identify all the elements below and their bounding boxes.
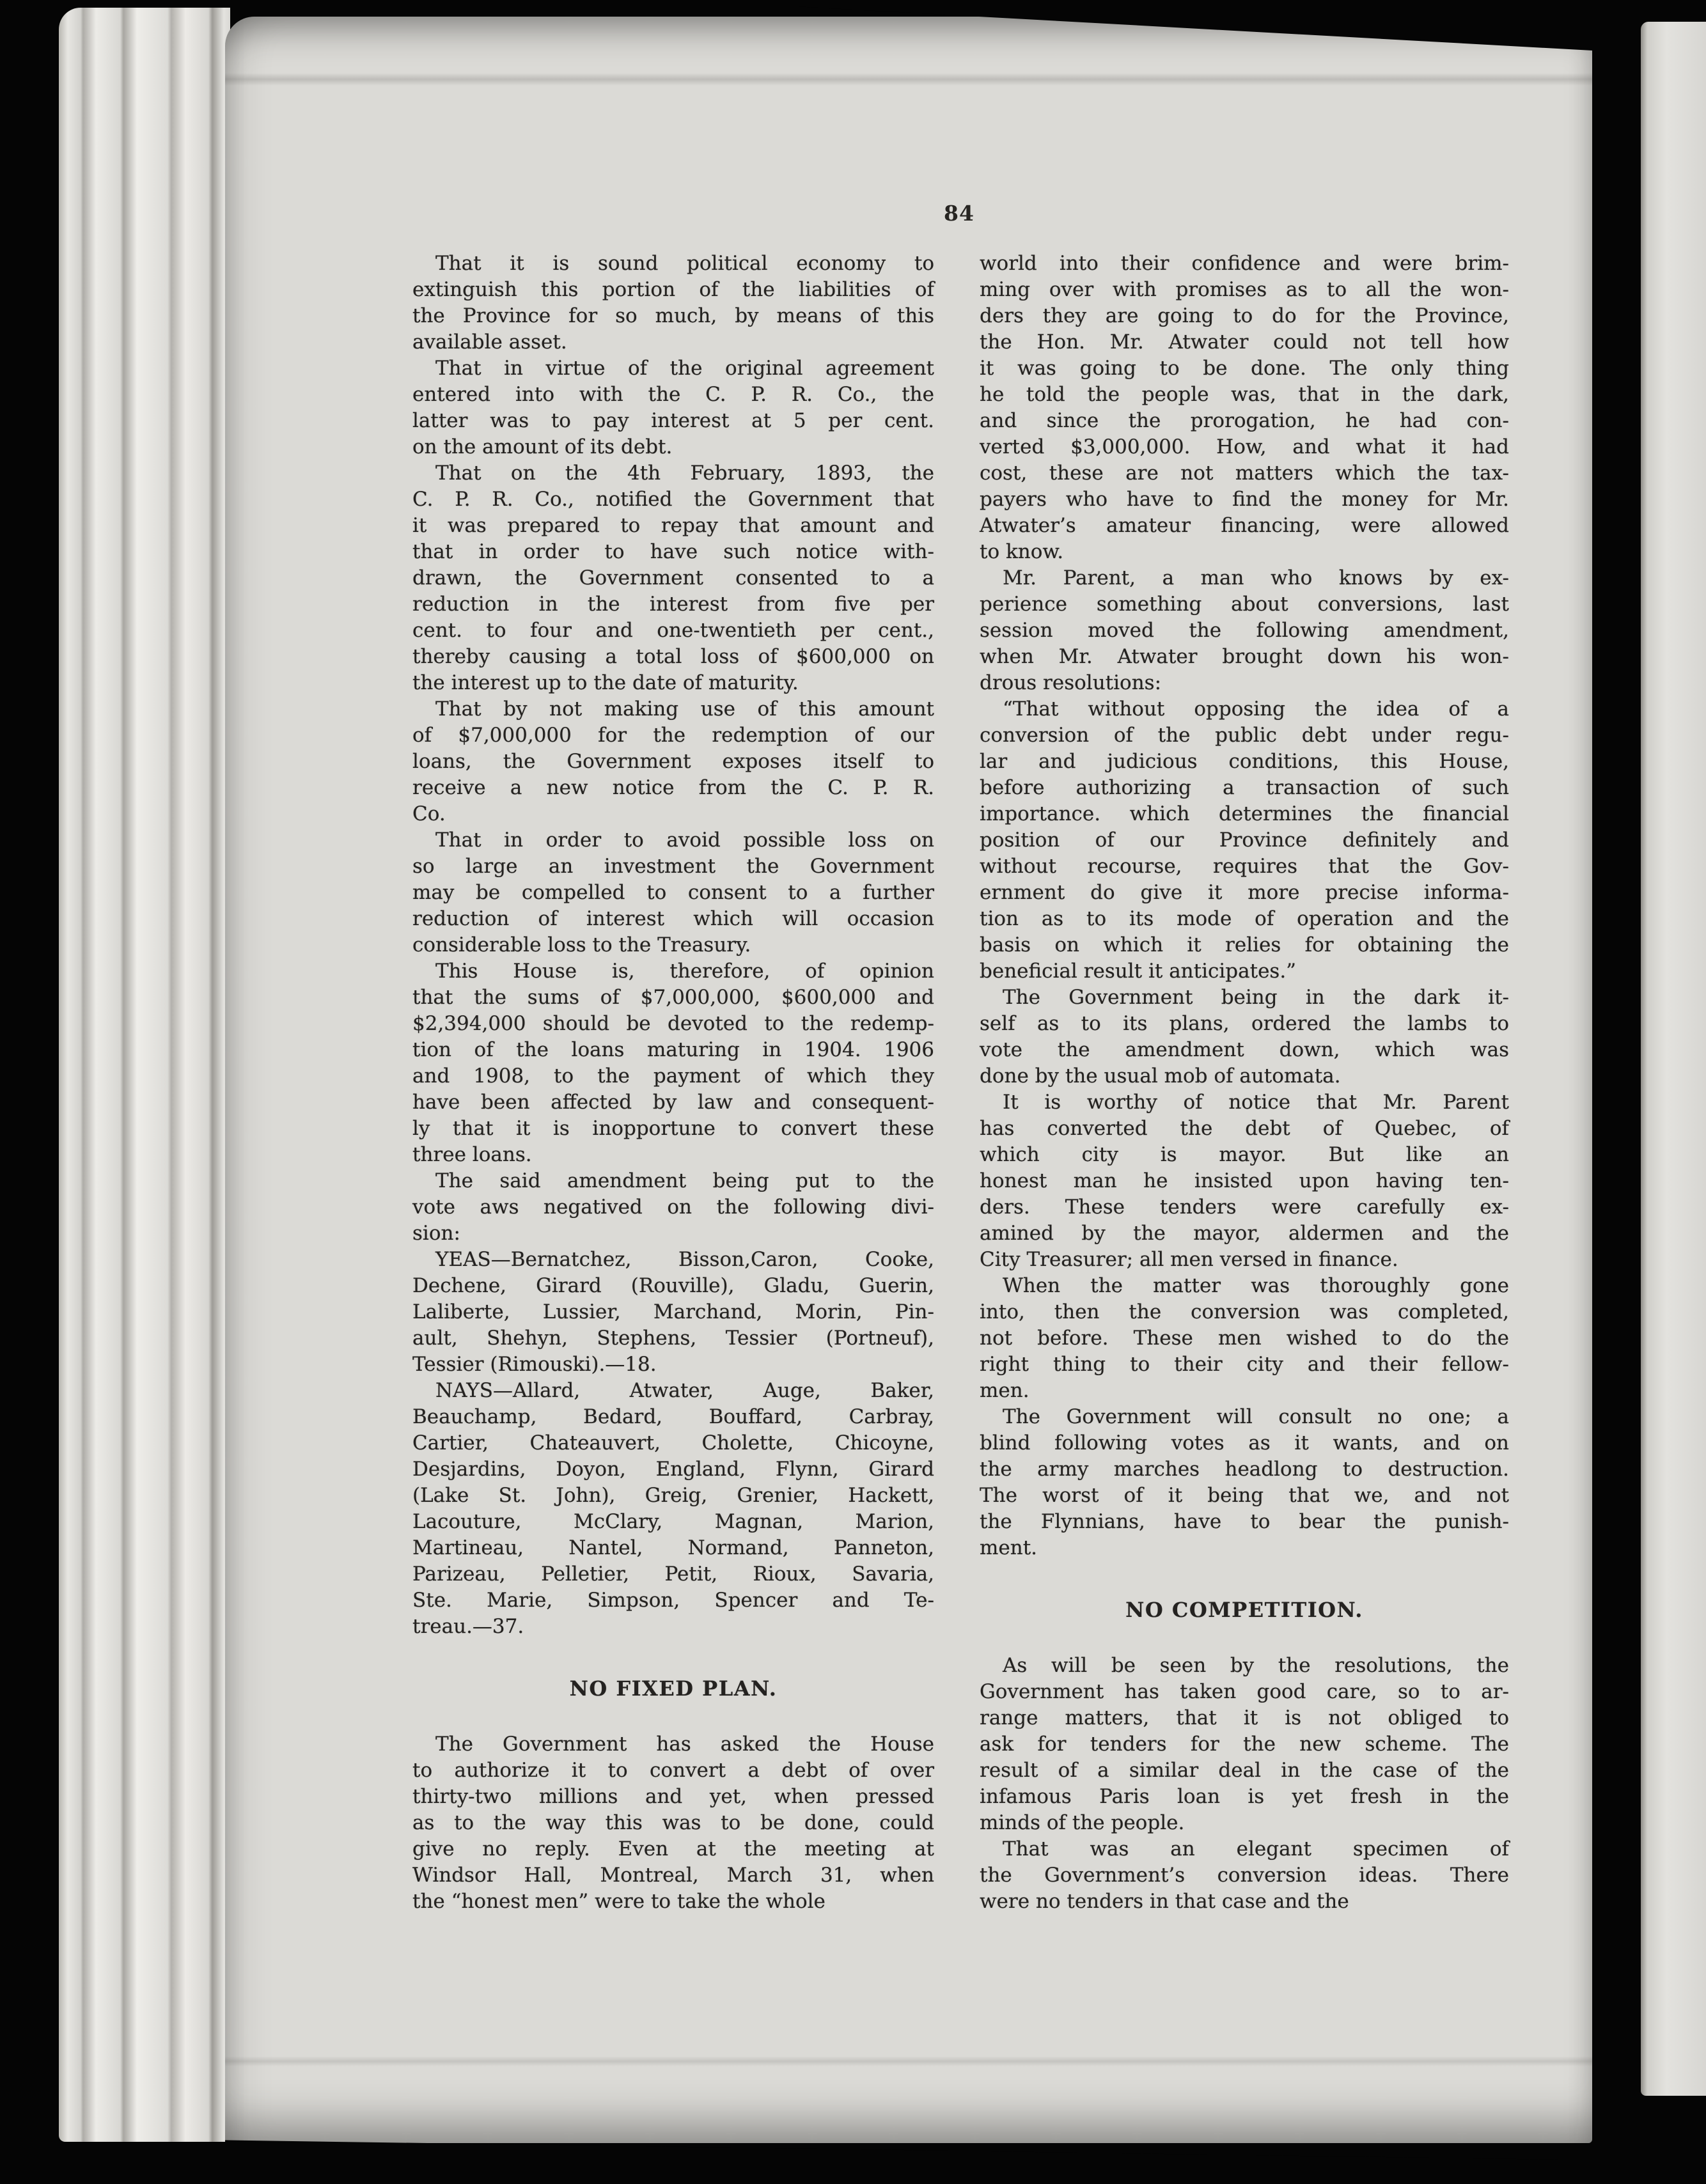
paragraph bbox=[412, 355, 934, 460]
text-line: receive a new notice from the C. P. R. bbox=[412, 776, 934, 799]
text-line: world into their confidence and were brim- bbox=[980, 252, 1509, 275]
text-line: Ste. Marie, Simpson, Spencer and Te- bbox=[412, 1589, 934, 1612]
text-line: honest man he insisted upon having ten- bbox=[980, 1169, 1509, 1192]
text-line: vote the amendment down, which was bbox=[980, 1038, 1509, 1061]
text-line: that the sums of $7,000,000, $600,000 and bbox=[412, 986, 934, 1009]
text-line: reduction in the interest from five per bbox=[412, 593, 934, 616]
text-line: vote aws negatived on the following divi- bbox=[412, 1196, 934, 1219]
right-text-column bbox=[980, 251, 1509, 1915]
text-line: That on the 4th February, 1893, the bbox=[435, 462, 934, 485]
text-line: $2,394,000 should be devoted to the redemp- bbox=[412, 1012, 934, 1035]
text-line: That in order to avoid possible loss on bbox=[435, 829, 934, 852]
section-heading: NO FIXED PLAN. bbox=[569, 1676, 778, 1701]
text-line: ment. bbox=[980, 1536, 1038, 1559]
text-line: range matters, that it is not obliged to bbox=[980, 1706, 1509, 1729]
text-line: as to the way this was to be done, could bbox=[412, 1811, 934, 1834]
text-line: “That without opposing the idea of a bbox=[1003, 698, 1509, 721]
paragraph bbox=[412, 1378, 934, 1640]
text-line: That it is sound political economy to bbox=[435, 252, 934, 275]
text-line: he told the people was, that in the dark, bbox=[980, 383, 1509, 406]
text-line: beneficial result it anticipates.” bbox=[980, 960, 1297, 983]
text-line: when Mr. Atwater brought down his won- bbox=[980, 645, 1509, 668]
text-line: tion of the loans maturing in 1904. 1906 bbox=[412, 1038, 934, 1061]
text-line: entered into with the C. P. R. Co., the bbox=[412, 383, 934, 406]
text-line: ask for tenders for the new scheme. The bbox=[980, 1733, 1509, 1756]
text-line: YEAS—Bernatchez, Bisson,Caron, Cooke, bbox=[435, 1248, 934, 1271]
text-line: the Government’s conversion ideas. There bbox=[980, 1864, 1509, 1887]
text-line: it was prepared to repay that amount and bbox=[412, 514, 934, 537]
text-line: to know. bbox=[980, 540, 1064, 563]
text-line: The worst of it being that we, and not bbox=[980, 1484, 1509, 1507]
text-line: ders. These tenders were carefully ex- bbox=[980, 1196, 1509, 1219]
text-line: and since the prorogation, he had con- bbox=[980, 409, 1509, 432]
text-line: have been affected by law and consequent- bbox=[412, 1091, 934, 1114]
text-line: infamous Paris loan is yet fresh in the bbox=[980, 1785, 1509, 1808]
paragraph bbox=[980, 565, 1509, 696]
text-line: result of a similar deal in the case of the bbox=[980, 1759, 1509, 1782]
text-line: session moved the following amendment, bbox=[980, 619, 1509, 642]
text-line: cent. to four and one-twentieth per cent., bbox=[412, 619, 934, 642]
text-line: cost, these are not matters which the tax- bbox=[980, 462, 1509, 485]
text-line: (Lake St. John), Greig, Grenier, Hackett, bbox=[412, 1484, 934, 1507]
text-line: Laliberte, Lussier, Marchand, Morin, Pin- bbox=[412, 1300, 934, 1323]
left-text-column bbox=[412, 251, 934, 1915]
text-line: ming over with promises as to all the won- bbox=[980, 278, 1509, 301]
text-line: drawn, the Government consented to a bbox=[412, 566, 934, 589]
paragraph bbox=[412, 1731, 934, 1915]
text-line: thirty-two millions and yet, when pressed bbox=[412, 1785, 934, 1808]
paragraph bbox=[412, 696, 934, 827]
paragraph bbox=[980, 1404, 1509, 1561]
text-line: into, then the conversion was completed, bbox=[980, 1300, 1509, 1323]
text-line: not before. These men wished to do the bbox=[980, 1327, 1509, 1350]
text-line: The Government being in the dark it- bbox=[1003, 986, 1509, 1009]
paragraph bbox=[412, 958, 934, 1168]
text-line: perience something about conversions, last bbox=[980, 593, 1509, 616]
text-line: the interest up to the date of maturity. bbox=[412, 671, 799, 694]
text-line: has converted the debt of Quebec, of bbox=[980, 1117, 1509, 1140]
text-line: This House is, therefore, of opinion bbox=[435, 960, 934, 983]
text-line: men. bbox=[980, 1379, 1029, 1402]
text-line: That by not making use of this amount bbox=[435, 698, 934, 721]
paragraph bbox=[412, 1247, 934, 1378]
text-line: Cartier, Chateauvert, Cholette, Chicoyne, bbox=[412, 1431, 934, 1455]
text-line: amined by the mayor, aldermen and the bbox=[980, 1222, 1509, 1245]
text-line: that in order to have such notice with- bbox=[412, 540, 934, 563]
text-line: so large an investment the Government bbox=[412, 855, 934, 878]
paragraph bbox=[980, 1089, 1509, 1273]
text-line: treau.—37. bbox=[412, 1615, 524, 1638]
text-line: the Hon. Mr. Atwater could not tell how bbox=[980, 331, 1509, 354]
page-number: 84 bbox=[944, 201, 974, 226]
text-line: ault, Shehyn, Stephens, Tessier (Portneuf), bbox=[412, 1327, 934, 1350]
text-line: ders they are going to do for the Province, bbox=[980, 304, 1509, 327]
text-line: As will be seen by the resolutions, the bbox=[1003, 1654, 1509, 1677]
text-line: The Government has asked the House bbox=[435, 1733, 934, 1756]
text-line: minds of the people. bbox=[980, 1811, 1185, 1834]
text-line: give no reply. Even at the meeting at bbox=[412, 1837, 934, 1860]
text-line: The Government will consult no one; a bbox=[1003, 1405, 1509, 1428]
text-line: When the matter was thoroughly gone bbox=[1003, 1274, 1509, 1297]
text-line: done by the usual mob of automata. bbox=[980, 1065, 1341, 1088]
text-line: Parizeau, Pelletier, Petit, Rioux, Savaria, bbox=[412, 1563, 934, 1586]
text-line: City Treasurer; all men versed in finance. bbox=[980, 1248, 1398, 1271]
text-line: of $7,000,000 for the redemption of our bbox=[412, 724, 934, 747]
text-line: position of our Province definitely and bbox=[980, 829, 1509, 852]
text-line: the Province for so much, by means of this bbox=[412, 304, 934, 327]
text-line: latter was to pay interest at 5 per cent. bbox=[412, 409, 934, 432]
text-line: on the amount of its debt. bbox=[412, 435, 673, 458]
text-line: Windsor Hall, Montreal, March 31, when bbox=[412, 1864, 934, 1887]
text-line: extinguish this portion of the liabilities of bbox=[412, 278, 934, 301]
text-line: considerable loss to the Treasury. bbox=[412, 933, 751, 956]
text-line: to authorize it to convert a debt of over bbox=[412, 1759, 934, 1782]
text-line: Lacouture, McClary, Magnan, Marion, bbox=[412, 1510, 934, 1533]
text-line: That was an elegant specimen of bbox=[1003, 1837, 1509, 1860]
text-line: the Flynnians, have to bear the punish- bbox=[980, 1510, 1509, 1533]
text-line: payers who have to find the money for Mr. bbox=[980, 488, 1509, 511]
text-line: ernment do give it more precise informa- bbox=[980, 881, 1509, 904]
text-line: reduction of interest which will occasion bbox=[412, 907, 934, 930]
text-line: Martineau, Nantel, Normand, Panneton, bbox=[412, 1536, 934, 1559]
text-line: available asset. bbox=[412, 331, 567, 354]
text-line: The said amendment being put to the bbox=[435, 1169, 934, 1192]
text-line: Government has taken good care, so to ar- bbox=[980, 1680, 1509, 1703]
text-line: C. P. R. Co., notified the Government that bbox=[412, 488, 934, 511]
text-line: Desjardins, Doyon, England, Flynn, Girard bbox=[412, 1458, 934, 1481]
text-line: drous resolutions: bbox=[980, 671, 1162, 694]
text-line: three loans. bbox=[412, 1143, 532, 1166]
paragraph bbox=[980, 251, 1509, 565]
paragraph bbox=[980, 1836, 1509, 1915]
paragraph bbox=[412, 251, 934, 355]
text-line: blind following votes as it wants, and on bbox=[980, 1431, 1509, 1455]
text-line: thereby causing a total loss of $600,000 on bbox=[412, 645, 934, 668]
text-line: self as to its plans, ordered the lambs to bbox=[980, 1012, 1509, 1035]
text-line: It is worthy of notice that Mr. Parent bbox=[1003, 1091, 1509, 1114]
text-line: Co. bbox=[412, 802, 446, 825]
text-line: may be compelled to consent to a further bbox=[412, 881, 934, 904]
text-line: Atwater’s amateur financing, were allowed bbox=[980, 514, 1509, 537]
text-line: verted $3,000,000. How, and what it had bbox=[980, 435, 1509, 458]
text-line: which city is mayor. But like an bbox=[980, 1143, 1509, 1166]
text-line: the “honest men” were to take the whole bbox=[412, 1890, 826, 1913]
text-line: tion as to its mode of operation and the bbox=[980, 907, 1509, 930]
text-line: That in virtue of the original agreement bbox=[435, 357, 934, 380]
text-line: loans, the Government exposes itself to bbox=[412, 750, 934, 773]
text-line: sion: bbox=[412, 1222, 460, 1245]
paragraph bbox=[412, 460, 934, 696]
paragraph bbox=[980, 1653, 1509, 1836]
paragraph bbox=[412, 827, 934, 958]
text-line: NAYS—Allard, Atwater, Auge, Baker, bbox=[435, 1379, 934, 1402]
paragraph bbox=[980, 1273, 1509, 1404]
text-line: Mr. Parent, a man who knows by ex- bbox=[1003, 566, 1509, 589]
text-line: Dechene, Girard (Rouville), Gladu, Guerin, bbox=[412, 1274, 934, 1297]
paragraph bbox=[412, 1168, 934, 1247]
text-line: Tessier (Rimouski).—18. bbox=[412, 1353, 657, 1376]
paragraph bbox=[980, 696, 1509, 985]
text-line: basis on which it relies for obtaining the bbox=[980, 933, 1509, 956]
text-line: conversion of the public debt under regu- bbox=[980, 724, 1509, 747]
text-line: the army marches headlong to destruction. bbox=[980, 1458, 1509, 1481]
paragraph bbox=[980, 985, 1509, 1089]
book-page-edges-left bbox=[59, 8, 230, 2142]
text-line: it was going to be done. The only thing bbox=[980, 357, 1509, 380]
next-leaf-edge bbox=[1641, 22, 1706, 2096]
text-line: before authorizing a transaction of such bbox=[980, 776, 1509, 799]
text-line: without recourse, requires that the Gov- bbox=[980, 855, 1509, 878]
text-line: importance. which determines the financial bbox=[980, 802, 1509, 825]
text-line: lar and judicious conditions, this House, bbox=[980, 750, 1509, 773]
text-line: right thing to their city and their fellow- bbox=[980, 1353, 1509, 1376]
text-line: were no tenders in that case and the bbox=[980, 1890, 1349, 1913]
text-line: ly that it is inopportune to convert these bbox=[412, 1117, 934, 1140]
text-line: and 1908, to the payment of which they bbox=[412, 1065, 934, 1088]
section-heading: NO COMPETITION. bbox=[1125, 1598, 1363, 1622]
text-line: Beauchamp, Bedard, Bouffard, Carbray, bbox=[412, 1405, 934, 1428]
